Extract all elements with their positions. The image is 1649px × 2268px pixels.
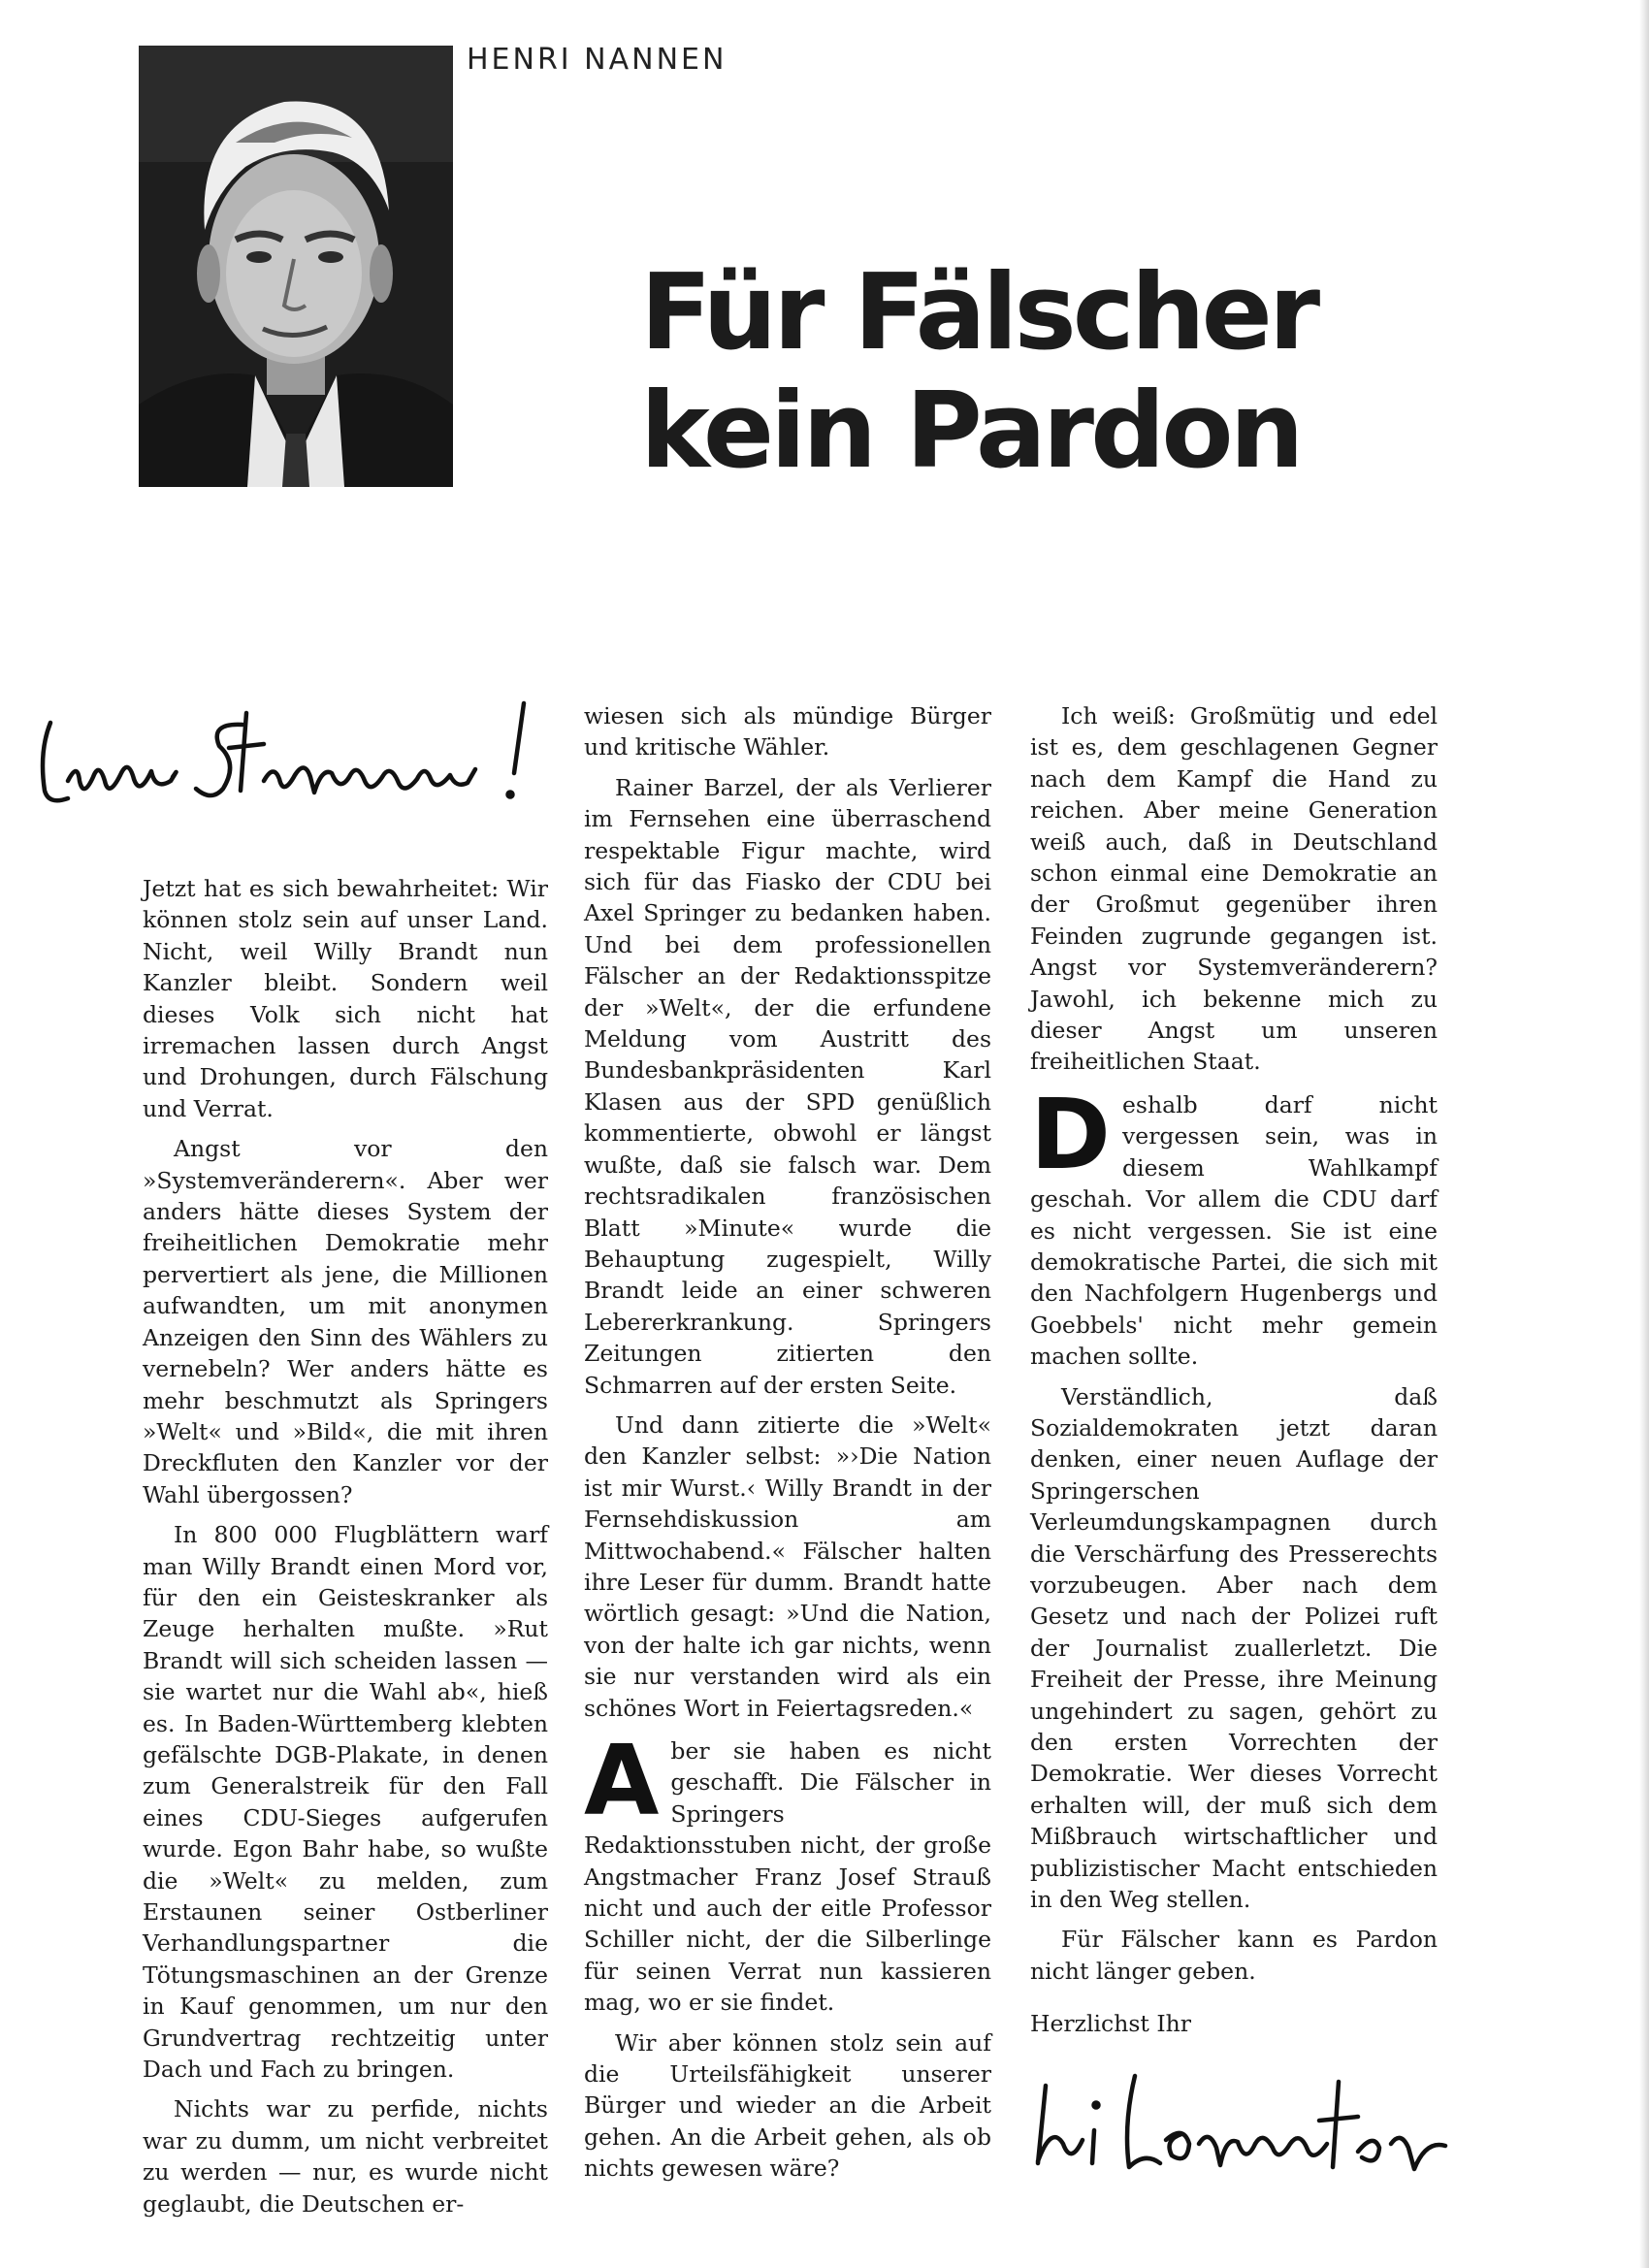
paragraph: Für Fälscher kann es Pardon nicht länger geben. [1030,1926,1438,1985]
paragraph-with-dropcap [584,1724,991,2019]
paragraph: wiesen sich als mündige Bürger und kritische Wähler. [584,702,991,761]
paragraph: Rainer Barzel, der als Verlierer im Fernsehen eine überraschend respektable Figur machte, wird sich für das Fiasko der CDU bei Axel Springer zu bedanken haben. Und bei dem professionellen Fälscher an der Redaktionsspitze der »Welt«, der die erfundene Meldung vom Austritt des Bundesbankpräsidenten Karl Klasen aus der SPD genüßlich kommentierte, obwohl er längst wußte, daß sie falsch war. Dem rechtsradikalen französischen Blatt »Minute« wurde die Behauptung zugespielt, Willy Brandt leide an einer schweren Lebererkrankung. Springers Zeitungen zitierten den Schmarren auf der ersten Seite. [584,773,991,1399]
article-column-2 [584,700,991,2193]
paragraph: Verständlich, daß Sozialdemokraten jetzt daran denken, einer neuen Auflage der Springerschen Verleumdungskampagnen durch die Verschärfung des Presserechts vorzubeugen. Aber nach dem Gesetz und nach der Polizei ruft der Journalist zuallerletzt. Die Freiheit der Presse, ihre Meinung ungehindert zu sagen, gehört zu den ersten Vorrechten der Demokratie. Wer dieses Vorrecht erhalten will, der muß sich dem Mißbrauch wirtschaftlicher und publizistischer Macht entschieden in den Weg stellen. [1030,1382,1438,1914]
paragraph: Nichts war zu perfide, nichts war zu dumm, um nicht verbreitet zu werden — nur, es wurde nicht geglaubt, die Deutschen er- [143,2095,548,2218]
paragraph-with-dropcap [1030,1077,1438,1373]
headline [640,254,1494,491]
article-column-1 [143,873,548,2228]
paragraph: Ich weiß: Großmütig und edel ist es, dem geschlagenen Gegner nach dem Kampf die Hand zu reichen. Aber meine Generation weiß auch, daß in Deutschland schon einmal eine Demokratie an der Großmut gegenüber ihren Feinden zugrunde gegangen ist. Angst vor Systemveränderern? Jawohl, ich bekenne mich zu dieser Angst um unseren freiheitlichen Staat. [1030,702,1438,1076]
paragraph: Wir aber können stolz sein auf die Urteilsfähigkeit unserer Bürger und wieder an die Arbeit gehen. An die Arbeit gehen, als ob nichts gewesen wäre? [584,2028,991,2183]
scan-edge [1639,0,1649,2268]
paragraph-text: ber sie haben es nicht geschafft. Die Fälscher in Springers Redaktionsstuben nicht, der große Angstmacher Franz Josef Strauß nicht und auch der eitle Professor Schiller nicht, der die Silberlinge für seinen Verrat nun kassieren mag, wo er sie findet. [584,1737,991,2017]
portrait-photo [139,46,453,487]
salutation-handwriting [19,684,563,829]
signature-handwriting [1018,2047,1484,2202]
article-column-3 [1030,700,1438,2049]
author-name: HENRI NANNEN [467,43,728,77]
dropcap-letter: D [1030,1077,1112,1191]
paragraph: Und dann zitierte die »Welt« den Kanzler selbst: »›Die Nation ist mir Wurst.‹ Willy Brandt in der Fernsehdiskussion am Mittwochabend.« Fälscher halten ihre Leser für dumm. Brandt hatte wörtlich gesagt: »Und die Nation, von der halte ich gar nichts, wenn sie nur verstanden wird als ein schönes Wort in Feiertagsreden.« [584,1410,991,1722]
dropcap-letter: A [584,1724,660,1837]
headline-line-1: Für Fälscher [640,252,1317,373]
paragraph: In 800 000 Flugblättern warf man Willy Brandt einen Mord vor, für den ein Geisteskranker als Zeuge herhalten mußte. »Rut Brandt will sich scheiden lassen — sie wartet nur die Wahl ab«, hieß es. In Baden-Württemberg klebten gefälschte DGB-Plakate, in denen zum Generalstreik für den Fall eines CDU-Sieges aufgerufen wurde. Egon Bahr habe, so wußte die »Welt« zu melden, zum Erstaunen seiner Ostberliner Verhandlungspartner die Tötungsmaschinen an der Grenze in Kauf genommen, um nur den Grundvertrag rechtzeitig unter Dach und Fach zu bringen. [143,1521,548,2084]
closing-line: Herzlichst Ihr [1030,2010,1191,2038]
handwritten-salutation [19,684,563,829]
headline-line-2: kein Pardon [640,371,1301,492]
paragraph-text: eshalb darf nicht vergessen sein, was in diesem Wahlkampf geschah. Vor allem die CDU darf es nicht vergessen. Sie ist eine demokratische Partei, die sich mit den Nachfolgern Hugenbergs und Goebbels' nicht mehr gemein machen sollte. [1030,1090,1438,1371]
author-portrait [139,46,453,487]
paragraph: Jetzt hat es sich bewahrheitet: Wir können stolz sein auf unser Land. Nicht, weil Willy Brandt nun Kanzler bleibt. Sondern weil dieses Volk sich nicht hat irremachen lassen durch Angst und Drohungen, durch Fälschung und Verrat. [143,875,548,1122]
handwritten-signature [1018,2047,1484,2202]
paragraph: Angst vor den »Systemveränderern«. Aber wer anders hätte dieses System der freiheitlichen Demokratie mehr pervertiert als jene, die Millionen aufwandten, um mit anonymen Anzeigen den Sinn des Wählers zu vernebeln? Wer anders hätte es mehr beschmutzt als Springers »Welt« und »Bild«, die mit ihren Dreckfluten den Kanzler vor der Wahl übergossen? [143,1135,548,1508]
